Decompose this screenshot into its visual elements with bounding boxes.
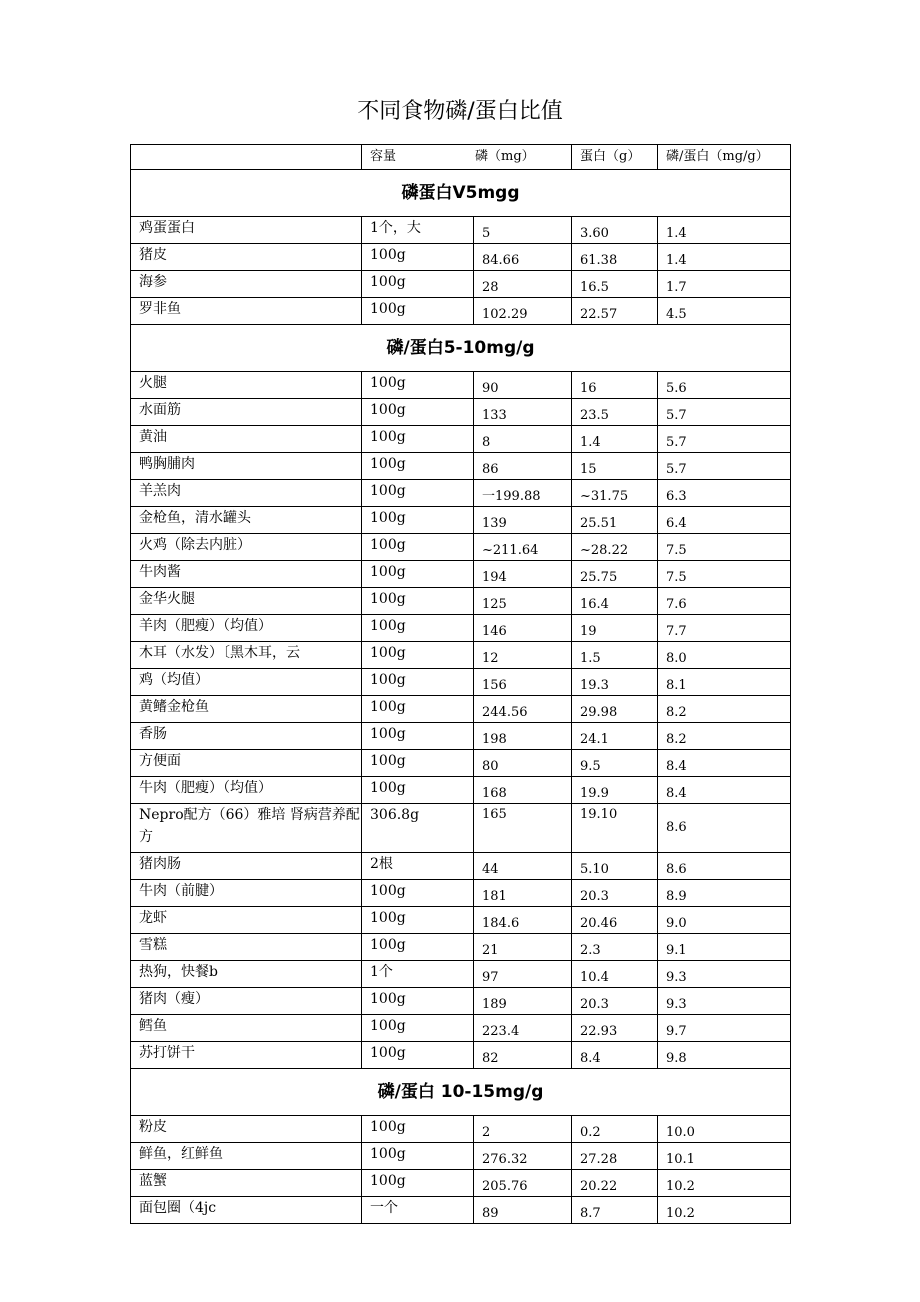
table-row: [131, 453, 791, 480]
ratio-cell: 8.0: [658, 642, 791, 669]
food-name-cell: 罗非鱼: [131, 298, 362, 325]
amount-cell: 100g: [362, 723, 474, 750]
ratio-cell: 9.3: [658, 988, 791, 1015]
ratio-cell: 10.1: [658, 1143, 791, 1170]
protein-cell: 8.7: [572, 1197, 658, 1224]
food-name-cell: 方便面: [131, 750, 362, 777]
food-name-cell: 鲜鱼，红鲜鱼: [131, 1143, 362, 1170]
ratio-cell: 7.6: [658, 588, 791, 615]
header-name: [131, 145, 362, 170]
food-name-cell: 猪肉肠: [131, 853, 362, 880]
phosphorus-cell: 276.32: [474, 1143, 572, 1170]
ratio-cell: 1.7: [658, 271, 791, 298]
food-name-cell: 金华火腿: [131, 588, 362, 615]
food-name-cell: 海参: [131, 271, 362, 298]
protein-cell: 19.9: [572, 777, 658, 804]
phosphorus-cell: 244.56: [474, 696, 572, 723]
phosphorus-cell: 156: [474, 669, 572, 696]
amount-cell: 100g: [362, 372, 474, 399]
food-name-cell: 鳕鱼: [131, 1015, 362, 1042]
table-row: [131, 961, 791, 988]
ratio-cell: 5.7: [658, 426, 791, 453]
protein-cell: 19.10: [572, 804, 658, 853]
ratio-cell: 1.4: [658, 217, 791, 244]
ratio-cell: 10.0: [658, 1116, 791, 1143]
protein-cell: 29.98: [572, 696, 658, 723]
table-header-row: [131, 145, 791, 170]
protein-cell: 16: [572, 372, 658, 399]
table-row: [131, 217, 791, 244]
food-name-cell: 黄鳍金枪鱼: [131, 696, 362, 723]
protein-cell: 22.57: [572, 298, 658, 325]
food-name-cell: 猪肉（瘦）: [131, 988, 362, 1015]
table-row: [131, 750, 791, 777]
section-heading: 磷/蛋白 10-15mg/g: [131, 1069, 791, 1116]
ratio-cell: 1.4: [658, 244, 791, 271]
table-row: [131, 480, 791, 507]
phosphorus-cell: 139: [474, 507, 572, 534]
food-name-cell: 牛肉（肥瘦）（均值）: [131, 777, 362, 804]
protein-cell: 19.3: [572, 669, 658, 696]
phosphorus-cell: 125: [474, 588, 572, 615]
food-name-cell: 鸭胸脯肉: [131, 453, 362, 480]
amount-cell: 100g: [362, 880, 474, 907]
phosphorus-cell: 86: [474, 453, 572, 480]
protein-cell: 25.51: [572, 507, 658, 534]
header-ratio: 磷/蛋白（mg/g）: [658, 145, 791, 170]
amount-cell: 100g: [362, 561, 474, 588]
section-heading-row: [131, 170, 791, 217]
protein-cell: 5.10: [572, 853, 658, 880]
ratio-cell: 8.1: [658, 669, 791, 696]
ratio-cell: 8.6: [658, 804, 791, 853]
protein-cell: 16.4: [572, 588, 658, 615]
amount-cell: 一个: [362, 1197, 474, 1224]
table-row: [131, 1042, 791, 1069]
amount-cell: 100g: [362, 244, 474, 271]
table-row: [131, 1015, 791, 1042]
table-row: [131, 1143, 791, 1170]
table-row: [131, 561, 791, 588]
protein-cell: ~31.75: [572, 480, 658, 507]
ratio-cell: 5.7: [658, 399, 791, 426]
header-phosphorus: 磷（mg）: [475, 149, 535, 164]
phosphorus-cell: 84.66: [474, 244, 572, 271]
phosphorus-cell: 5: [474, 217, 572, 244]
phosphorus-cell: 205.76: [474, 1170, 572, 1197]
table-row: [131, 642, 791, 669]
phosphorus-cell: 97: [474, 961, 572, 988]
food-name-cell: 木耳（水发）〔黑木耳，云: [131, 642, 362, 669]
table-row: [131, 988, 791, 1015]
amount-cell: 100g: [362, 298, 474, 325]
food-name-cell: 金枪鱼，清水罐头: [131, 507, 362, 534]
table-row: [131, 1170, 791, 1197]
amount-cell: 100g: [362, 1143, 474, 1170]
phosphorus-cell: 133: [474, 399, 572, 426]
ratio-cell: 8.2: [658, 723, 791, 750]
table-row: [131, 853, 791, 880]
protein-cell: 22.93: [572, 1015, 658, 1042]
amount-cell: 100g: [362, 642, 474, 669]
ratio-cell: 5.6: [658, 372, 791, 399]
ratio-cell: 9.0: [658, 907, 791, 934]
protein-cell: 3.60: [572, 217, 658, 244]
table-row: [131, 507, 791, 534]
phosphorus-cell: 165: [474, 804, 572, 853]
food-name-cell: 鸡（均值）: [131, 669, 362, 696]
phosphorus-cell: 21: [474, 934, 572, 961]
ratio-cell: 7.5: [658, 561, 791, 588]
food-name-cell: 苏打饼干: [131, 1042, 362, 1069]
protein-cell: 8.4: [572, 1042, 658, 1069]
ratio-cell: 9.8: [658, 1042, 791, 1069]
amount-cell: 100g: [362, 480, 474, 507]
amount-cell: 100g: [362, 988, 474, 1015]
table-row: [131, 588, 791, 615]
food-name-cell: Nepro配方（66）雅培 肾病营养配方: [131, 804, 362, 853]
protein-cell: ~28.22: [572, 534, 658, 561]
header-protein: 蛋白（g）: [572, 145, 658, 170]
table-row: [131, 1197, 791, 1224]
food-name-cell: 粉皮: [131, 1116, 362, 1143]
phosphorus-cell: 146: [474, 615, 572, 642]
ratio-cell: 7.5: [658, 534, 791, 561]
section-heading-row: [131, 325, 791, 372]
food-name-cell: 龙虾: [131, 907, 362, 934]
protein-cell: 23.5: [572, 399, 658, 426]
amount-cell: 306.8g: [362, 804, 474, 853]
phosphorus-cell: 184.6: [474, 907, 572, 934]
phosphorus-cell: 89: [474, 1197, 572, 1224]
protein-cell: 20.22: [572, 1170, 658, 1197]
ratio-cell: 4.5: [658, 298, 791, 325]
table-row: [131, 1116, 791, 1143]
table-row: [131, 669, 791, 696]
phosphorus-cell: 194: [474, 561, 572, 588]
section-heading: 磷/蛋白5-10mg/g: [131, 325, 791, 372]
protein-cell: 16.5: [572, 271, 658, 298]
ratio-cell: 10.2: [658, 1197, 791, 1224]
phosphorus-cell: 102.29: [474, 298, 572, 325]
amount-cell: 100g: [362, 615, 474, 642]
header-amount: 容量: [370, 149, 397, 164]
food-name-cell: 雪糕: [131, 934, 362, 961]
protein-cell: 25.75: [572, 561, 658, 588]
protein-cell: 9.5: [572, 750, 658, 777]
phosphorus-cell: 223.4: [474, 1015, 572, 1042]
ratio-cell: 9.1: [658, 934, 791, 961]
food-name-cell: 牛肉（前腱）: [131, 880, 362, 907]
ratio-cell: 9.3: [658, 961, 791, 988]
food-name-cell: 羊羔肉: [131, 480, 362, 507]
table-row: [131, 907, 791, 934]
amount-cell: 2根: [362, 853, 474, 880]
food-name-cell: 鸡蛋蛋白: [131, 217, 362, 244]
table-row: [131, 372, 791, 399]
amount-cell: 100g: [362, 907, 474, 934]
ratio-cell: 10.2: [658, 1170, 791, 1197]
amount-cell: 100g: [362, 696, 474, 723]
ratio-cell: 8.4: [658, 777, 791, 804]
protein-cell: 20.3: [572, 880, 658, 907]
phosphorus-cell: 168: [474, 777, 572, 804]
amount-cell: 100g: [362, 934, 474, 961]
amount-cell: 1个，大: [362, 217, 474, 244]
amount-cell: 100g: [362, 426, 474, 453]
phosphorus-cell: 82: [474, 1042, 572, 1069]
amount-cell: 100g: [362, 777, 474, 804]
food-name-cell: 蓝蟹: [131, 1170, 362, 1197]
phosphorus-cell: 12: [474, 642, 572, 669]
ratio-cell: 7.7: [658, 615, 791, 642]
amount-cell: 100g: [362, 750, 474, 777]
amount-cell: 1个: [362, 961, 474, 988]
protein-cell: 20.46: [572, 907, 658, 934]
amount-cell: 100g: [362, 588, 474, 615]
table-row: [131, 426, 791, 453]
food-name-cell: 猪皮: [131, 244, 362, 271]
food-name-cell: 香肠: [131, 723, 362, 750]
protein-cell: 10.4: [572, 961, 658, 988]
phosphorus-cell: ~211.64: [474, 534, 572, 561]
table-row: [131, 298, 791, 325]
food-name-cell: 羊肉（肥瘦）（均值）: [131, 615, 362, 642]
food-name-cell: 面包圈（4jc: [131, 1197, 362, 1224]
ratio-cell: 8.2: [658, 696, 791, 723]
table-row: [131, 934, 791, 961]
food-name-cell: 热狗，快餐b: [131, 961, 362, 988]
table-row: [131, 696, 791, 723]
amount-cell: 100g: [362, 1170, 474, 1197]
phosphorus-cell: 8: [474, 426, 572, 453]
section-heading-row: [131, 1069, 791, 1116]
protein-cell: 27.28: [572, 1143, 658, 1170]
protein-cell: 15: [572, 453, 658, 480]
food-name-cell: 水面筋: [131, 399, 362, 426]
table-row: [131, 615, 791, 642]
protein-cell: 2.3: [572, 934, 658, 961]
section-heading: 磷蛋白V5mgg: [131, 170, 791, 217]
ratio-cell: 8.9: [658, 880, 791, 907]
table-row: [131, 534, 791, 561]
phosphorus-cell: 189: [474, 988, 572, 1015]
header-amount-phosphorus: [362, 145, 572, 170]
phosphorus-cell: 90: [474, 372, 572, 399]
amount-cell: 100g: [362, 534, 474, 561]
phosphorus-cell: 一199.88: [474, 480, 572, 507]
food-name-cell: 火腿: [131, 372, 362, 399]
phosphorus-cell: 198: [474, 723, 572, 750]
amount-cell: 100g: [362, 399, 474, 426]
amount-cell: 100g: [362, 1042, 474, 1069]
amount-cell: 100g: [362, 271, 474, 298]
table-row: [131, 271, 791, 298]
phosphorus-cell: 28: [474, 271, 572, 298]
ratio-cell: 8.4: [658, 750, 791, 777]
ratio-cell: 9.7: [658, 1015, 791, 1042]
ratio-cell: 6.4: [658, 507, 791, 534]
amount-cell: 100g: [362, 669, 474, 696]
phosphorus-cell: 44: [474, 853, 572, 880]
amount-cell: 100g: [362, 453, 474, 480]
protein-cell: 24.1: [572, 723, 658, 750]
protein-cell: 1.4: [572, 426, 658, 453]
food-name-cell: 牛肉酱: [131, 561, 362, 588]
table-row: [131, 244, 791, 271]
amount-cell: 100g: [362, 507, 474, 534]
table-row: [131, 804, 791, 853]
table-row: [131, 723, 791, 750]
food-name-cell: 火鸡（除去内脏）: [131, 534, 362, 561]
table-row: [131, 777, 791, 804]
protein-cell: 19: [572, 615, 658, 642]
ratio-cell: 6.3: [658, 480, 791, 507]
ratio-cell: 5.7: [658, 453, 791, 480]
food-name-cell: 黄油: [131, 426, 362, 453]
phosphorus-protein-table: [130, 144, 791, 1224]
phosphorus-cell: 80: [474, 750, 572, 777]
protein-cell: 61.38: [572, 244, 658, 271]
protein-cell: 20.3: [572, 988, 658, 1015]
page-title: 不同食物磷/蛋白比值: [357, 99, 563, 124]
phosphorus-cell: 2: [474, 1116, 572, 1143]
protein-cell: 1.5: [572, 642, 658, 669]
amount-cell: 100g: [362, 1015, 474, 1042]
phosphorus-cell: 181: [474, 880, 572, 907]
amount-cell: 100g: [362, 1116, 474, 1143]
table-row: [131, 880, 791, 907]
protein-cell: 0.2: [572, 1116, 658, 1143]
ratio-cell: 8.6: [658, 853, 791, 880]
table-row: [131, 399, 791, 426]
